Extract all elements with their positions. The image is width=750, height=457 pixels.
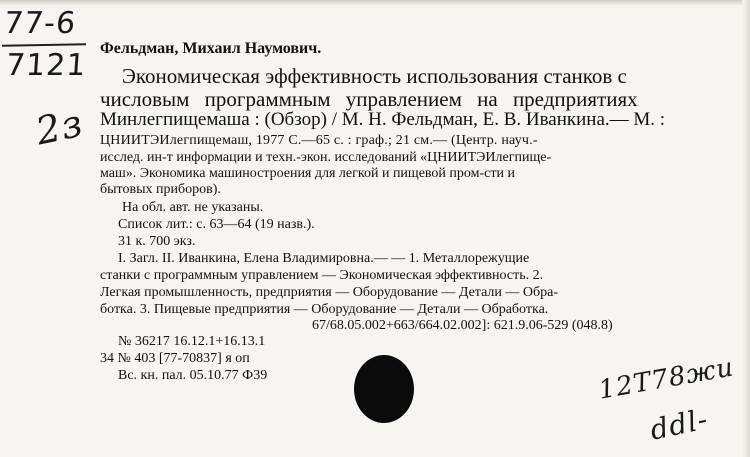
handwritten-mark: ddl-	[647, 402, 712, 447]
handwritten-signature: 12Т78жи	[596, 352, 737, 406]
title-line-1: Экономическая эффективность использования станков с	[122, 64, 627, 88]
handwritten-code-bottom: 7121	[4, 48, 88, 83]
handwritten-number: 2з	[31, 100, 87, 154]
classification-index: 67/68.05.002+663/664.02.002]: 621.9.06-529 (048.8)	[312, 318, 613, 333]
note-price-copies: 31 к. 700 экз.	[118, 234, 196, 249]
handwritten-code-top: 77-6	[2, 6, 78, 41]
note-authors: На обл. авт. не указаны.	[122, 200, 264, 215]
title-line-3: Минлегпищемаша : (Обзор) / М. Н. Фельдман, Е. В. Иванкина.— М. :	[100, 109, 666, 130]
handwritten-underline	[2, 43, 86, 46]
tracings-line-4: ботка. 3. Пищевые предприятия — Оборудование — Детали — Обработка.	[100, 302, 549, 317]
card-number: 34 № 403 [77-70837] я оп	[100, 351, 250, 366]
card-top-edge	[0, 0, 750, 6]
tracings-line-3: Легкая промышленность, предприятия — Оборудование — Детали — Обра-	[100, 285, 559, 300]
punch-hole	[354, 355, 414, 423]
title-line-2: числовым программным управлением на предприятиях	[100, 87, 638, 111]
tracings-line-2: станки с программным управлением — Экономическая эффективность. 2.	[100, 268, 544, 283]
chamber-stamp: Вс. кн. пал. 05.10.77 Ф39	[118, 368, 268, 383]
registration-number: № 36217 16.12.1+16.13.1	[118, 334, 266, 349]
series-line-3: бытовых приборов).	[100, 182, 221, 197]
imprint-line: ЦНИИТЭИлегпищемаш, 1977 С.—65 с. : граф.; 21 см.— (Центр. науч.-	[100, 133, 538, 148]
note-bibliography: Список лит.: с. 63—64 (19 назв.).	[118, 217, 315, 232]
author-heading: Фельдман, Михаил Наумович.	[100, 40, 322, 57]
series-line-2: маш». Экономика машиностроения для легкой и пищевой пром-сти и	[100, 166, 515, 181]
card-right-edge	[742, 0, 750, 457]
tracings-line-1: I. Загл. II. Иванкина, Елена Владимировна.— — 1. Металлорежущие	[118, 251, 530, 266]
series-line-1: исслед. ин-т информации и техн.-экон. исследований «ЦНИИТЭИлегпище-	[100, 150, 552, 165]
